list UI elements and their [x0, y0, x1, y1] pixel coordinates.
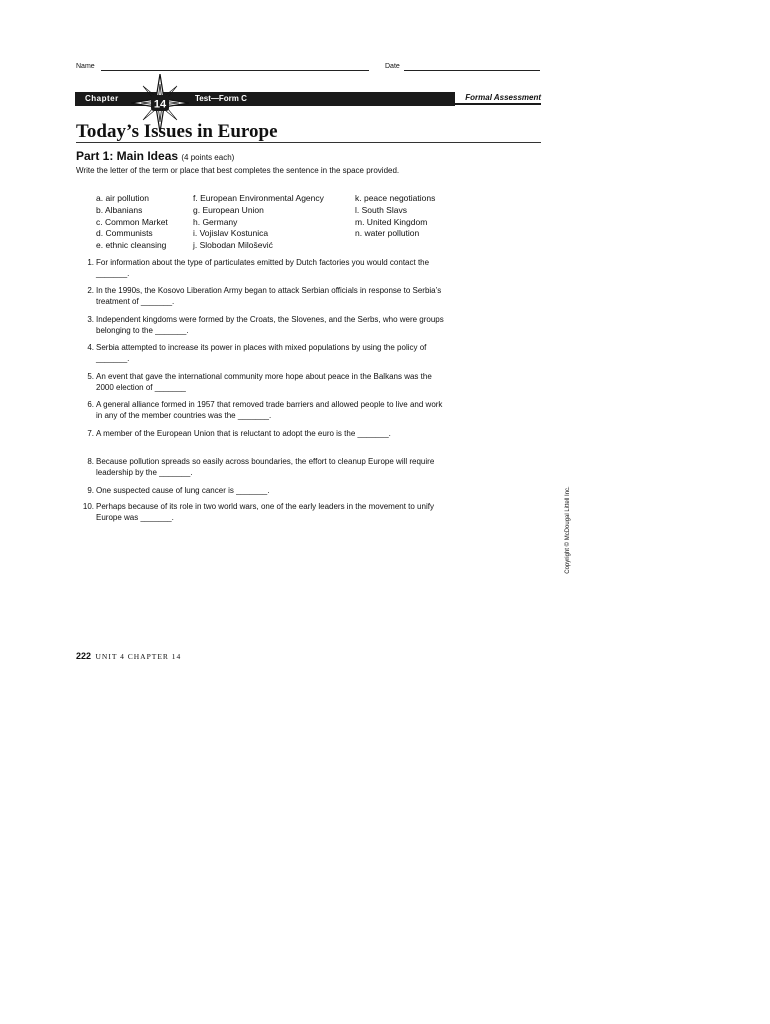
- name-label: Name: [76, 63, 95, 70]
- copyright-notice: [558, 480, 578, 580]
- instructions: Write the letter of the term or place that best completes the sentence in the space provided.: [76, 166, 400, 175]
- question-number: 5.: [87, 372, 94, 381]
- question-number: 10.: [82, 502, 94, 511]
- option-item: d. Communists: [96, 228, 153, 239]
- name-field-line[interactable]: [101, 70, 369, 71]
- question-number: 3.: [87, 315, 94, 324]
- option-item: j. Slobodan Milos̆ević: [193, 240, 273, 251]
- part-heading: [76, 149, 234, 163]
- date-label: Date: [385, 63, 400, 70]
- question-text: Because pollution spreads so easily across boundaries, the effort to cleanup Europe will require leadership by the _______.: [96, 457, 435, 477]
- option-item: n. water pollution: [355, 228, 420, 239]
- test-form-label: Test—Form C: [195, 94, 247, 103]
- question-text: One suspected cause of lung cancer is _______.: [96, 486, 270, 495]
- title-divider: [76, 142, 541, 143]
- question-text: A member of the European Union that is reluctant to adopt the euro is the _______.: [96, 429, 391, 438]
- option-item: k. peace negotiations: [355, 193, 436, 203]
- question-number: 2.: [87, 286, 94, 295]
- option-item: l. South Slavs: [355, 204, 407, 215]
- question-text: An event that gave the international community more hope about peace in the Balkans was the 2000 election of _______: [96, 372, 432, 392]
- page-title: Today’s Issues in Europe: [76, 121, 278, 142]
- options-column-3: [355, 193, 435, 240]
- page-footer: [76, 651, 181, 661]
- options-column-2: [193, 193, 324, 252]
- option-item: h. Germany: [193, 216, 238, 227]
- question-text: Perhaps because of its role in two world wars, one of the early leaders in the movement to unify Europe was _______.: [96, 502, 434, 522]
- option-item: m. United Kingdom: [355, 216, 428, 227]
- option-item: c. Common Market: [96, 216, 168, 227]
- options-column-1: [96, 193, 168, 252]
- option-item: g. European Union: [193, 204, 264, 215]
- option-item: a. air pollution: [96, 193, 149, 203]
- question-number: 4.: [87, 343, 94, 352]
- chapter-label: Chapter: [85, 94, 119, 103]
- page-number: 222: [76, 651, 92, 661]
- question-text: Independent kingdoms were formed by the Croats, the Slovenes, and the Serbs, who were groups belonging to the _______.: [96, 315, 444, 335]
- question-text: Serbia attempted to increase its power in places with mixed populations by using the policy of _______.: [96, 343, 427, 363]
- unit-chapter-label: UNIT 4 CHAPTER 14: [95, 652, 182, 661]
- formal-assessment-label: Formal Assessment: [465, 93, 541, 102]
- question-text: In the 1990s, the Kosovo Liberation Army began to attack Serbian officials in response to Serbia’s treatment of _______.: [96, 286, 442, 306]
- question-text: A general alliance formed in 1957 that removed trade barriers and allowed people to live and work in any of the member countries was the _______.: [96, 400, 443, 420]
- question-text: For information about the type of particulates emitted by Dutch factories you would contact the _______.: [96, 258, 430, 278]
- option-item: b. Albanians: [96, 204, 143, 215]
- question-number: 7.: [87, 429, 94, 438]
- question-number: 8.: [87, 457, 94, 466]
- question-number: 1.: [87, 258, 94, 267]
- date-field-line[interactable]: [404, 70, 540, 71]
- copyright-text: Copyright © McDougal Littell Inc.: [565, 486, 571, 574]
- chapter-number: 14: [153, 98, 167, 111]
- question-number: 6.: [87, 400, 94, 409]
- option-item: e. ethnic cleansing: [96, 240, 167, 251]
- part-title: Part 1: Main Ideas: [76, 149, 179, 163]
- question-number: 9.: [87, 486, 94, 495]
- option-item: i. Vojislav Kostunica: [193, 228, 269, 239]
- part-points: (4 points each): [181, 153, 235, 162]
- option-item: f. European Environmental Agency: [193, 193, 324, 203]
- banner-rule: [455, 103, 541, 105]
